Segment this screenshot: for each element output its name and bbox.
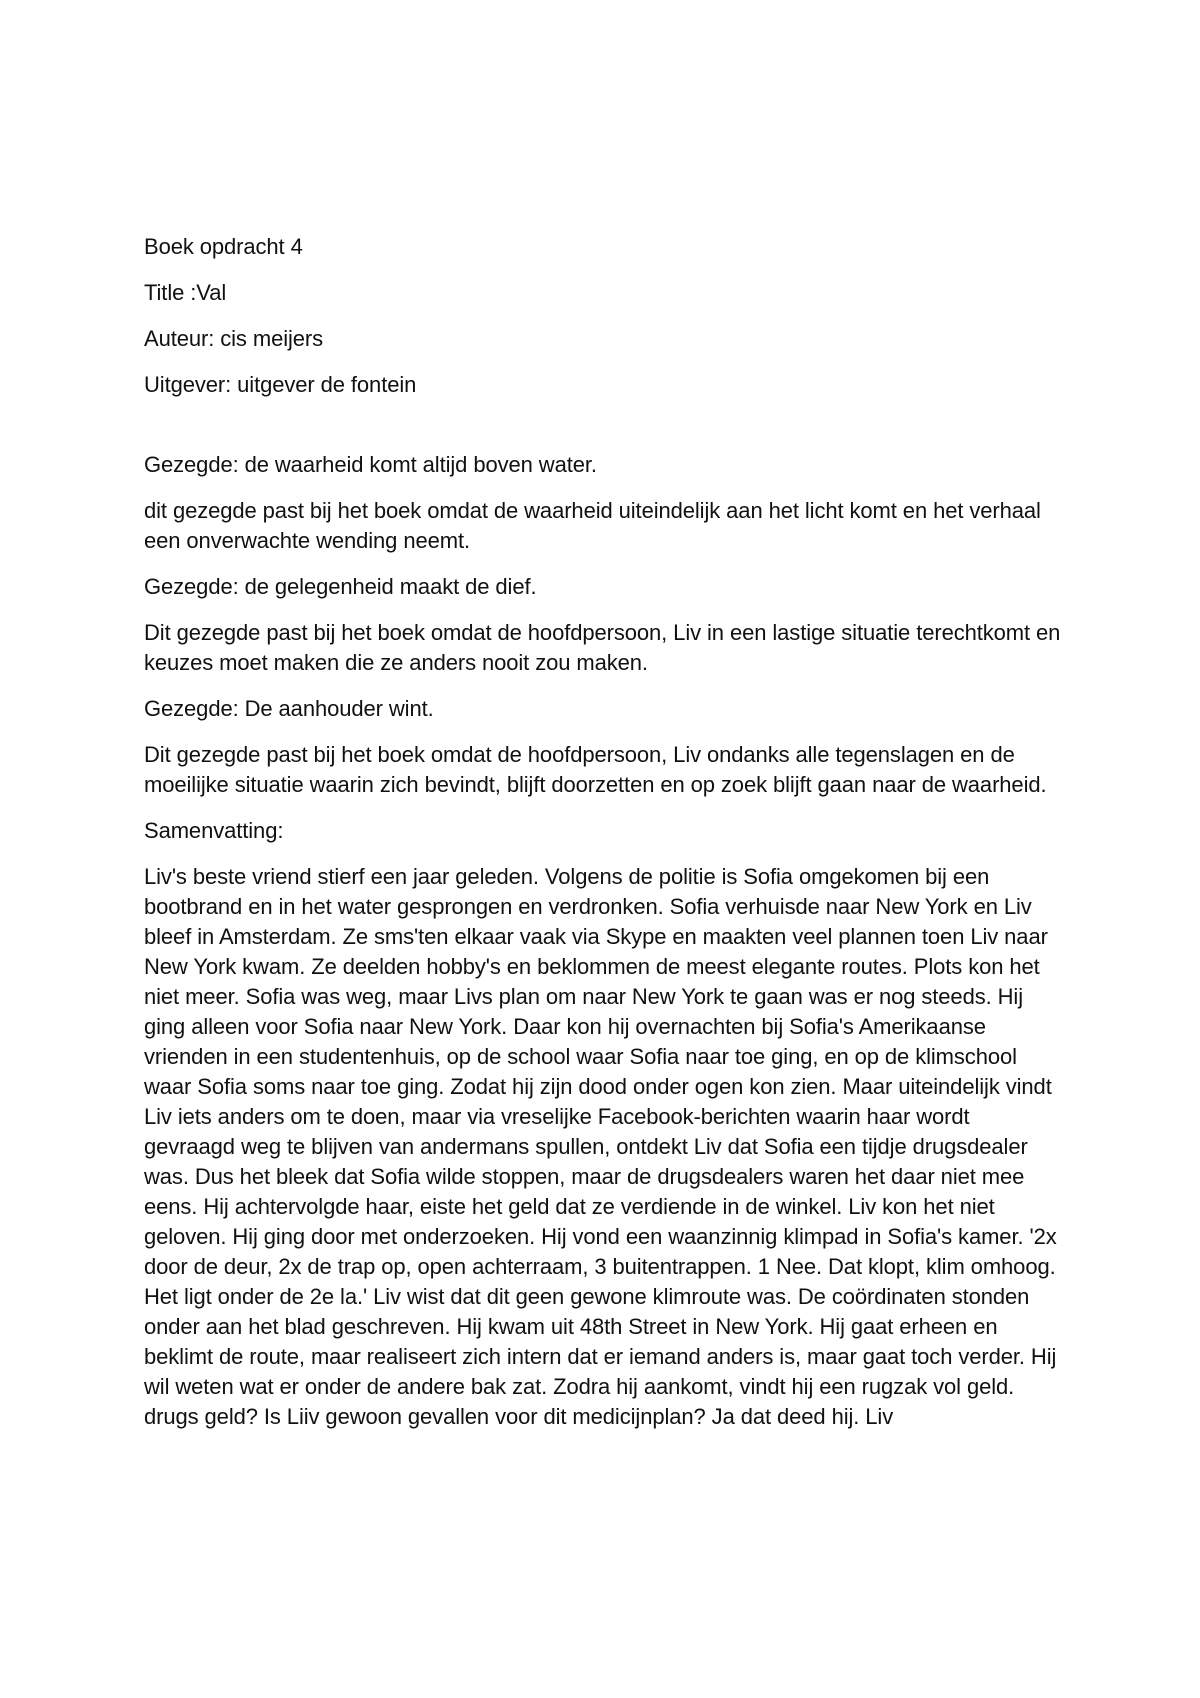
- saying-2-explanation: Dit gezegde past bij het boek omdat de hoofdpersoon, Liv in een lastige situatie terechtkomt en keuzes moet maken die ze anders nooit zou maken.: [144, 620, 1061, 675]
- author-line: Auteur: cis meijers: [144, 326, 324, 351]
- document-title: Boek opdracht 4: [144, 234, 303, 259]
- document-page: [144, 232, 1064, 1448]
- book-title-line: Title :Val: [144, 280, 227, 305]
- summary-body: Liv's beste vriend stierf een jaar geleden. Volgens de politie is Sofia omgekomen bij een bootbrand en in het water gesprongen en verdronken. Sofia verhuisde naar New York en Liv bleef in Amsterdam. Ze sms'ten elkaar vaak via Skype en maakten veel plannen toen Liv naar New York kwam. Ze deelden hobby's en beklommen de meest elegante routes. Plots kon het niet meer. Sofia was weg, maar Livs plan om naar New York te gaan was er nog steeds. Hij ging alleen voor Sofia naar New York. Daar kon hij overnachten bij Sofia's Amerikaanse vrienden in een studentenhuis, op de school waar Sofia naar toe ging, en op de klimschool waar Sofia soms naar toe ging. Zodat hij zijn dood onder ogen kon zien. Maar uiteindelijk vindt Liv iets anders om te doen, maar via vreselijke Facebook-berichten waarin haar wordt gevraagd weg te blijven van andermans spullen, ontdekt Liv dat Sofia een tijdje drugsdealer was. Dus het bleek dat Sofia wilde stoppen, maar de drugsdealers waren het daar niet mee eens. Hij achtervolgde haar, eiste het geld dat ze verdiende in de winkel. Liv kon het niet geloven. Hij ging door met onderzoeken. Hij vond een waanzinnig klimpad in Sofia's kamer. '2x door de deur, 2x de trap op, open achterraam, 3 buitentrappen. 1 Nee. Dat klopt, klim omhoog. Het ligt onder de 2e la.' Liv wist dat dit geen gewone klimroute was. De coördinaten stonden onder aan het blad geschreven. Hij kwam uit 48th Street in New York. Hij gaat erheen en beklimt de route, maar realiseert zich intern dat er iemand anders is, maar gaat toch verder. Hij wil weten wat er onder de andere bak zat. Zodra hij aankomt, vindt hij een rugzak vol geld. drugs geld? Is Liiv gewoon gevallen voor dit medicijnplan? Ja dat deed hij. Liv: [144, 864, 1057, 1429]
- saying-1-explanation: dit gezegde past bij het boek omdat de waarheid uiteindelijk aan het licht komt en het verhaal een onverwachte wending neemt.: [144, 498, 1041, 553]
- saying-2-heading: Gezegde: de gelegenheid maakt de dief.: [144, 574, 537, 599]
- saying-3-heading: Gezegde: De aanhouder wint.: [144, 696, 434, 721]
- publisher-line: Uitgever: uitgever de fontein: [144, 372, 417, 397]
- summary-heading: Samenvatting:: [144, 818, 284, 843]
- spacer: [144, 416, 1064, 450]
- saying-1-heading: Gezegde: de waarheid komt altijd boven water.: [144, 452, 597, 477]
- saying-3-explanation: Dit gezegde past bij het boek omdat de hoofdpersoon, Liv ondanks alle tegenslagen en de moeilijke situatie waarin zich bevindt, blijft doorzetten en op zoek blijft gaan naar de waarheid.: [144, 742, 1047, 797]
